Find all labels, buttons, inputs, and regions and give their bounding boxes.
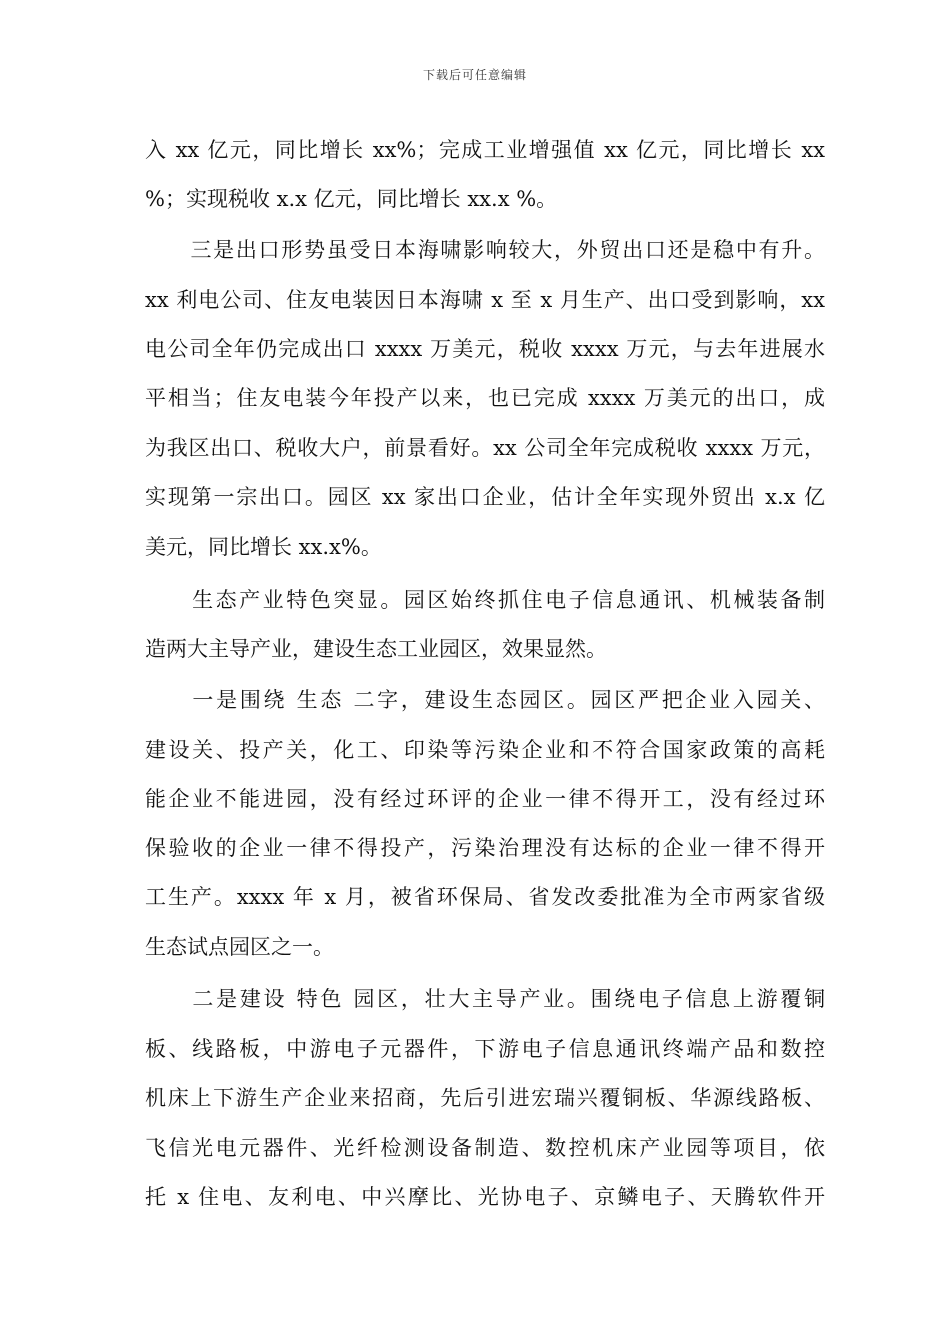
text-line: 造两大主导产业，建设生态工业园区，效果显然。 bbox=[145, 637, 607, 661]
text-line: 平相当；住友电装今年投产以来，也已完成 xxxx 万美元的出口，成 bbox=[145, 386, 825, 410]
text-line: 飞信光电元器件、光纤检测设备制造、数控机床产业园等项目，依 bbox=[145, 1136, 825, 1160]
text-line: 二是建设 特色 园区，壮大主导产业。围绕电子信息上游覆铜 bbox=[145, 987, 825, 1011]
text-line: 板、线路板，中游电子元器件，下游电子信息通讯终端产品和数控 bbox=[145, 1037, 825, 1061]
text-line: 机床上下游生产企业来招商，先后引进宏瑞兴覆铜板、华源线路板、 bbox=[145, 1086, 825, 1110]
text-line: xx 利电公司、住友电装因日本海啸 x 至 x 月生产、出口受到影响，xx bbox=[145, 288, 825, 312]
text-line: 入 xx 亿元，同比增长 xx%；完成工业增强值 xx 亿元，同比增长 xx bbox=[145, 138, 825, 162]
text-line: 为我区出口、税收大户，前景看好。xx 公司全年完成税收 xxxx 万元， bbox=[145, 436, 825, 460]
text-line: 生态产业特色突显。园区始终抓住电子信息通讯、机械装备制 bbox=[145, 588, 825, 612]
text-line: 保验收的企业一律不得投产，污染治理没有达标的企业一律不得开 bbox=[145, 836, 825, 860]
text-line: %；实现税收 x.x 亿元，同比增长 xx.x %。 bbox=[145, 187, 558, 211]
text-line: 三是出口形势虽受日本海啸影响较大，外贸出口还是稳中有升。 bbox=[145, 238, 825, 262]
text-line: 美元，同比增长 xx.x%。 bbox=[145, 535, 382, 559]
text-line: 生态试点园区之一。 bbox=[145, 935, 334, 959]
text-line: 电公司全年仍完成出口 xxxx 万美元，税收 xxxx 万元，与去年进展水 bbox=[145, 337, 825, 361]
text-line: 能企业不能进园，没有经过环评的企业一律不得开工，没有经过环 bbox=[145, 787, 825, 811]
text-line: 工生产。xxxx 年 x 月，被省环保局、省发改委批准为全市两家省级 bbox=[145, 885, 825, 909]
header-note: 下载后可任意编辑 bbox=[422, 68, 527, 82]
text-line: 一是围绕 生态 二字，建设生态园区。园区严把企业入园关、 bbox=[145, 688, 825, 712]
text-line: 托 x 住电、友利电、中兴摩比、光协电子、京鳞电子、天腾软件开 bbox=[145, 1185, 825, 1209]
text-line: 实现第一宗出口。园区 xx 家出口企业，估计全年实现外贸出 x.x 亿 bbox=[145, 485, 825, 509]
text-line: 建设关、投产关，化工、印染等污染企业和不符合国家政策的高耗 bbox=[145, 738, 825, 762]
